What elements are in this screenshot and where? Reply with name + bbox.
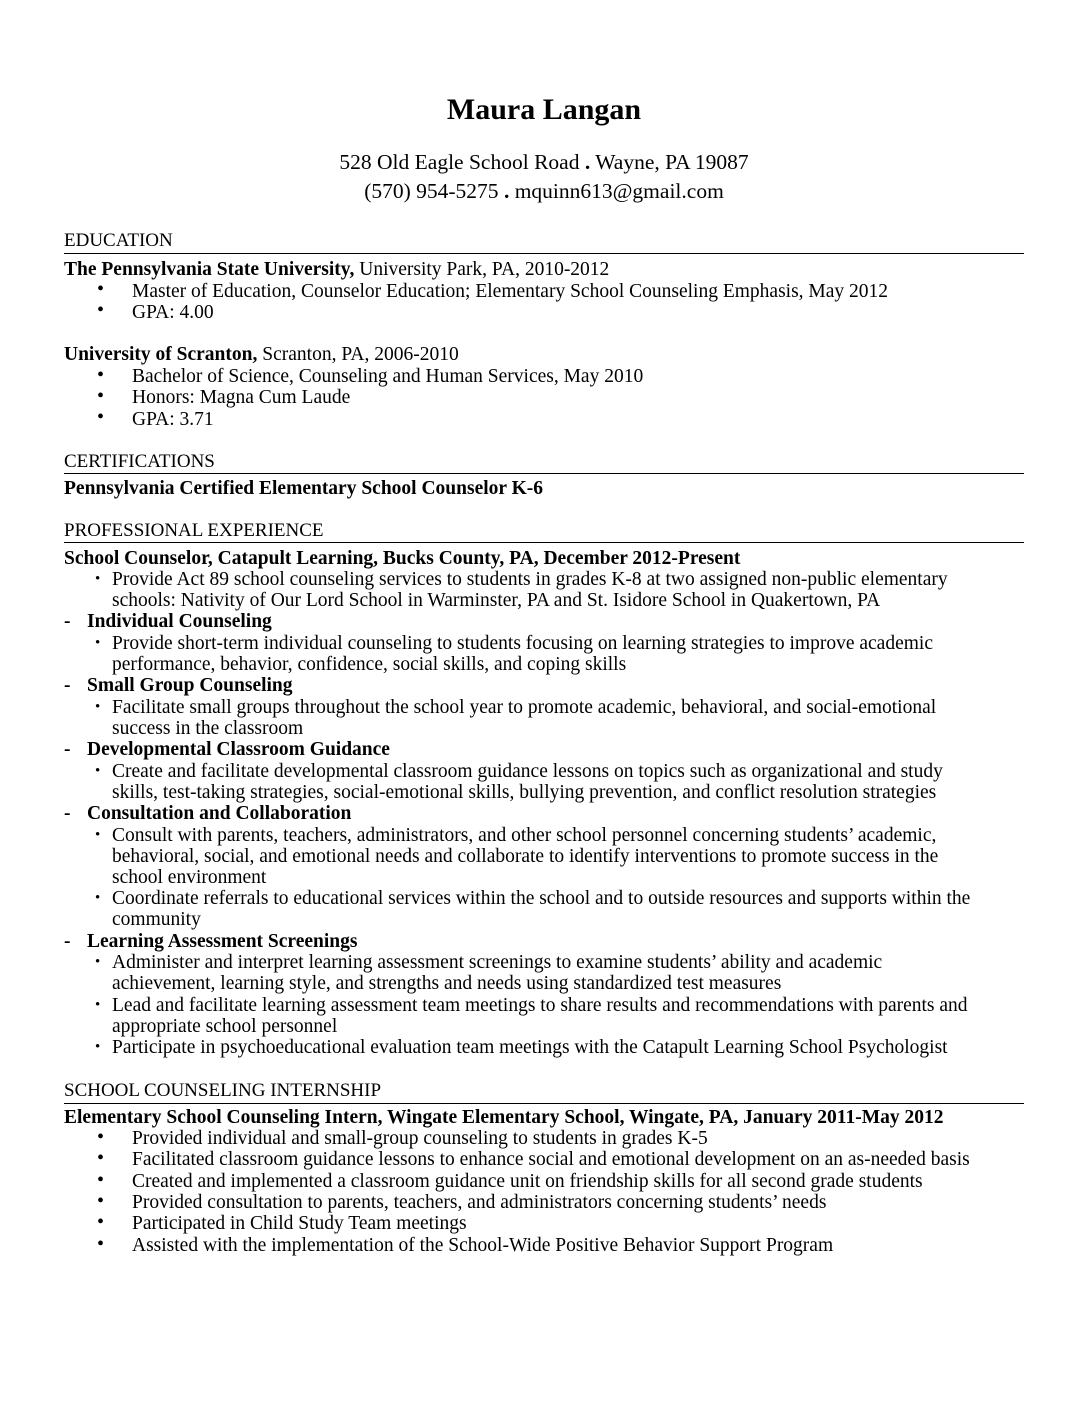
contact-line <box>0 178 1088 204</box>
subsection-title: Individual Counseling <box>87 611 272 632</box>
subsection-title: Consultation and Collaboration <box>87 803 352 824</box>
bullet-icon: • <box>97 299 105 321</box>
address-city: Wayne, PA 19087 <box>595 150 749 174</box>
bullet-icon: • <box>95 827 101 843</box>
job-title: School Counselor, Catapult Learning, Bucks County, PA, December 2012-Present <box>64 548 741 569</box>
resume-name: Maura Langan <box>446 93 642 126</box>
bullet-icon: • <box>95 763 101 779</box>
bullet-icon: • <box>95 890 101 906</box>
school-entry <box>64 344 459 365</box>
school-entry <box>64 259 609 280</box>
list-item: Facilitate small groups throughout the school year to promote academic, behavioral, and social-emotional <box>112 697 937 718</box>
list-item-continuation: achievement, learning style, and strengths and needs using standardized test measures <box>112 973 782 994</box>
list-item-continuation: performance, behavior, confidence, social skills, and coping skills <box>112 654 627 675</box>
list-item: Created and implemented a classroom guidance unit on friendship skills for all second grade students <box>132 1171 923 1192</box>
phone-number: (570) 954-5275 <box>364 179 499 203</box>
bullet-icon: • <box>97 1169 105 1191</box>
bullet-icon: • <box>97 1211 105 1233</box>
list-item: GPA: 4.00 <box>132 302 214 323</box>
list-item: Master of Education, Counselor Education; Elementary School Counseling Emphasis, May 2012 <box>132 281 889 302</box>
internship-heading: SCHOOL COUNSELING INTERNSHIP <box>64 1080 382 1101</box>
list-item: Provide short-term individual counseling to students focusing on learning strategies to improve academic <box>112 633 933 654</box>
internship-title: Elementary School Counseling Intern, Wingate Elementary School, Wingate, PA, January 2011-May 2012 <box>64 1107 944 1128</box>
bullet-icon: • <box>97 1147 105 1169</box>
school-name: The Pennsylvania State University, <box>64 259 355 280</box>
list-item-continuation: skills, test-taking strategies, social-emotional skills, bullying prevention, and conflict resolution strategies <box>112 782 937 803</box>
section-divider <box>64 542 1024 543</box>
address-line <box>0 149 1088 175</box>
bullet-icon: • <box>95 954 101 970</box>
list-item: Lead and facilitate learning assessment team meetings to share results and recommendations with parents and <box>112 995 968 1016</box>
list-item-continuation: schools: Nativity of Our Lord School in Warminster, PA and St. Isidore School in Quakertown, PA <box>112 590 881 611</box>
bullet-icon: • <box>97 406 105 428</box>
section-divider <box>64 1103 1024 1104</box>
school-details: University Park, PA, 2010-2012 <box>354 259 610 280</box>
bullet-icon: • <box>97 278 105 300</box>
dash-icon: - <box>64 803 71 824</box>
dash-icon: - <box>64 611 71 632</box>
subsection-title: Developmental Classroom Guidance <box>87 739 390 760</box>
list-item-continuation: appropriate school personnel <box>112 1016 338 1037</box>
email-address: mquinn613@gmail.com <box>514 179 724 203</box>
list-item-continuation: community <box>112 909 201 930</box>
list-item: Bachelor of Science, Counseling and Human Services, May 2010 <box>132 366 644 387</box>
bullet-icon: • <box>97 1233 105 1255</box>
list-item-continuation: school environment <box>112 867 267 888</box>
bullet-icon: • <box>97 385 105 407</box>
certifications-heading: CERTIFICATIONS <box>64 451 215 472</box>
section-divider <box>64 473 1024 474</box>
list-item-continuation: success in the classroom <box>112 718 304 739</box>
experience-heading: PROFESSIONAL EXPERIENCE <box>64 520 324 541</box>
list-item: Coordinate referrals to educational services within the school and to outside resources and supports within the <box>112 888 971 909</box>
certification-item: Pennsylvania Certified Elementary School Counselor K-6 <box>64 478 543 499</box>
list-item: Create and facilitate developmental classroom guidance lessons on topics such as organizational and study <box>112 761 943 782</box>
dash-icon: - <box>64 739 71 760</box>
dash-icon: - <box>64 931 71 952</box>
list-item: Participate in psychoeducational evaluation team meetings with the Catapult Learning School Psychologist <box>112 1037 948 1058</box>
bullet-icon: • <box>97 1126 105 1148</box>
section-divider <box>64 253 1024 254</box>
subsection-title: Learning Assessment Screenings <box>87 931 358 952</box>
education-heading: EDUCATION <box>64 230 173 251</box>
list-item: Provided individual and small-group counseling to students in grades K-5 <box>132 1128 708 1149</box>
dash-icon: - <box>64 675 71 696</box>
list-item: Administer and interpret learning assessment screenings to examine students’ ability and academic <box>112 952 883 973</box>
bullet-icon: • <box>95 1039 101 1055</box>
list-item: Consult with parents, teachers, administrators, and other school personnel concerning students’ academic, <box>112 825 937 846</box>
address-street: 528 Old Eagle School Road <box>339 150 580 174</box>
list-item: GPA: 3.71 <box>132 409 214 430</box>
bullet-icon: • <box>97 1190 105 1212</box>
list-item-continuation: behavioral, social, and emotional needs and collaborate to identify interventions to promote success in the <box>112 846 939 867</box>
school-details: Scranton, PA, 2006-2010 <box>257 344 459 365</box>
bullet-icon: • <box>95 571 101 587</box>
list-item: Assisted with the implementation of the School-Wide Positive Behavior Support Program <box>132 1235 834 1256</box>
subsection-title: Small Group Counseling <box>87 675 293 696</box>
bullet-icon: • <box>95 699 101 715</box>
list-item: Provided consultation to parents, teachers, and administrators concerning students’ needs <box>132 1192 827 1213</box>
contact-separator: . <box>503 179 510 203</box>
bullet-icon: • <box>95 635 101 651</box>
bullet-icon: • <box>95 997 101 1013</box>
list-item: Facilitated classroom guidance lessons to enhance social and emotional development on an as-needed basis <box>132 1149 970 1170</box>
list-item: Participated in Child Study Team meetings <box>132 1213 467 1234</box>
address-separator: . <box>584 150 591 174</box>
list-item: Provide Act 89 school counseling services to students in grades K-8 at two assigned non-public elementary <box>112 569 948 590</box>
list-item: Honors: Magna Cum Laude <box>132 387 351 408</box>
school-name: University of Scranton, <box>64 344 258 365</box>
bullet-icon: • <box>97 364 105 386</box>
